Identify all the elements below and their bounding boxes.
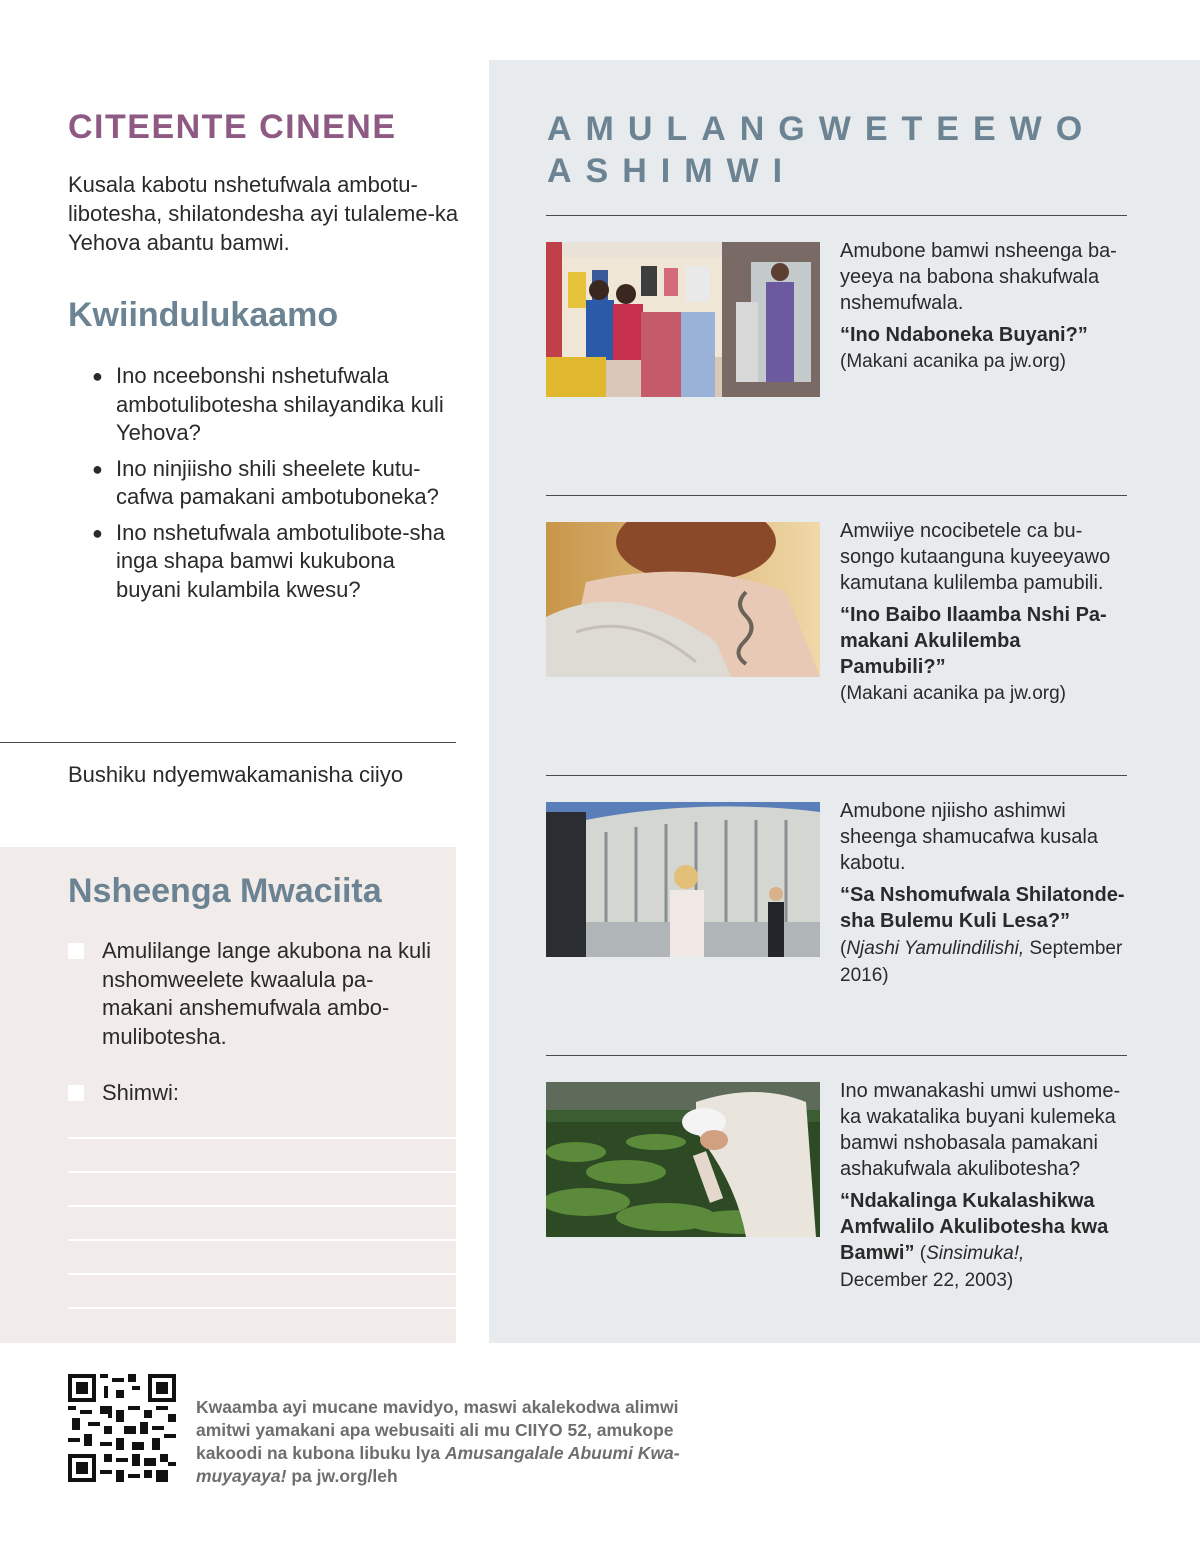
write-line[interactable] <box>68 1239 456 1241</box>
reporter-stadium-photo-icon[interactable] <box>546 802 820 957</box>
footer-text: Kwaamba ayi mucane mavidyo, maswi akalekodwa alimwi amitwi yamakani apa webusaiti ali mu CIIYO 52, amukope kakoodi na kubona libuku lya Amusangalale Abuumi Kwa-muyayaya! pa jw.org/leh <box>196 1397 680 1486</box>
resource-source: (Makani acanika pa jw.org) <box>840 683 1066 704</box>
review-question: ● Ino nshetufwala ambotulibote-sha inga shapa bamwi kukubona buyani kulambila kwesu? <box>92 519 445 602</box>
summary-title: CITEENTE CINENE <box>68 108 397 146</box>
resource-description: Ino mwanakashi umwi ushome-ka wakatalika buyani kulemeka bamwi nshobasala pamakani ashakufwala akulibotesha? <box>840 1080 1121 1180</box>
resource-item <box>840 798 1130 989</box>
bullet-icon: ● <box>92 458 103 479</box>
review-question: ● Ino nceebonshi nshetufwala ambotulibotesha shilayandika kuli Yehova? <box>92 363 444 445</box>
summary-text: Kusala kabotu nshetufwala ambotu-libotesha, shilatondesha ayi tulaleme-ka Yehova abantu bamwi. <box>68 172 459 255</box>
bullet-icon: ● <box>92 366 103 386</box>
checkbox-icon[interactable] <box>68 943 84 959</box>
resource-link-title[interactable]: “Ndakalinga Kukalashikwa Amfwalilo Akulibotesha kwa Bamwi” (Sinsimuka!, December 22, 2003) <box>840 1190 1109 1291</box>
checkbox-item-other[interactable]: Shimwi: <box>68 1079 438 1108</box>
tea-field-worker-photo-icon[interactable] <box>546 1082 820 1237</box>
qr-code-icon[interactable] <box>68 1374 176 1482</box>
resource-link-title[interactable]: “Sa Nshomufwala Shilatonde-sha Bulemu Kuli Lesa?” (Njashi Yamulindilishi, September 2016) <box>840 884 1125 986</box>
resource-description: Amubone njiisho ashimwi sheenga shamucafwa kusala kabotu. <box>840 800 1098 874</box>
resource-description: Amubone bamwi nsheenga ba-yeeya na babona shakufwala nshemufwala. <box>840 240 1117 314</box>
resource-item <box>840 238 1130 375</box>
resource-source: (Makani acanika pa jw.org) <box>840 351 1066 372</box>
more-resources-heading: AMULANGWETEEWO ASHIMWI <box>547 110 1097 190</box>
checkbox-icon[interactable] <box>68 1085 84 1101</box>
write-line[interactable] <box>68 1205 456 1207</box>
review-heading: Kwiindulukaamo <box>68 296 339 334</box>
clothing-store-photo-icon[interactable] <box>546 242 820 397</box>
divider <box>546 1055 1127 1056</box>
divider <box>0 742 456 743</box>
write-line[interactable] <box>68 1273 456 1275</box>
divider <box>546 215 1127 216</box>
resource-link-title[interactable]: “Ino Baibo Ilaamba Nshi Pa-makani Akulilemba Pamubili?” <box>840 604 1107 678</box>
write-line[interactable] <box>68 1171 456 1173</box>
tattoo-shoulder-photo-icon[interactable] <box>546 522 820 677</box>
resource-item <box>840 518 1130 707</box>
try-this-heading: Nsheenga Mwaciita <box>68 872 382 910</box>
completed-date-label: Bushiku ndyemwakamanisha ciiyo <box>68 762 404 787</box>
resource-item <box>840 1078 1130 1294</box>
write-line[interactable] <box>68 1137 456 1139</box>
divider <box>546 775 1127 776</box>
write-line[interactable] <box>68 1307 456 1309</box>
resource-link-title[interactable]: “Ino Ndaboneka Buyani?” <box>840 324 1088 346</box>
checkbox-item[interactable]: Amulilange lange akubona na kuli nshomweelete kwaalula pa-makani anshemufwala ambo-mulibotesha. <box>68 937 438 1051</box>
review-question-list <box>92 362 462 611</box>
bullet-icon: ● <box>92 522 103 543</box>
divider <box>546 495 1127 496</box>
resource-description: Amwiiye ncocibetele ca bu-songo kutaanguna kuyeeyawo kamutana kulilemba pamubili. <box>840 520 1111 594</box>
review-question: ● Ino ninjiisho shili sheelete kutu-cafwa pamakani ambotuboneka? <box>92 455 439 509</box>
